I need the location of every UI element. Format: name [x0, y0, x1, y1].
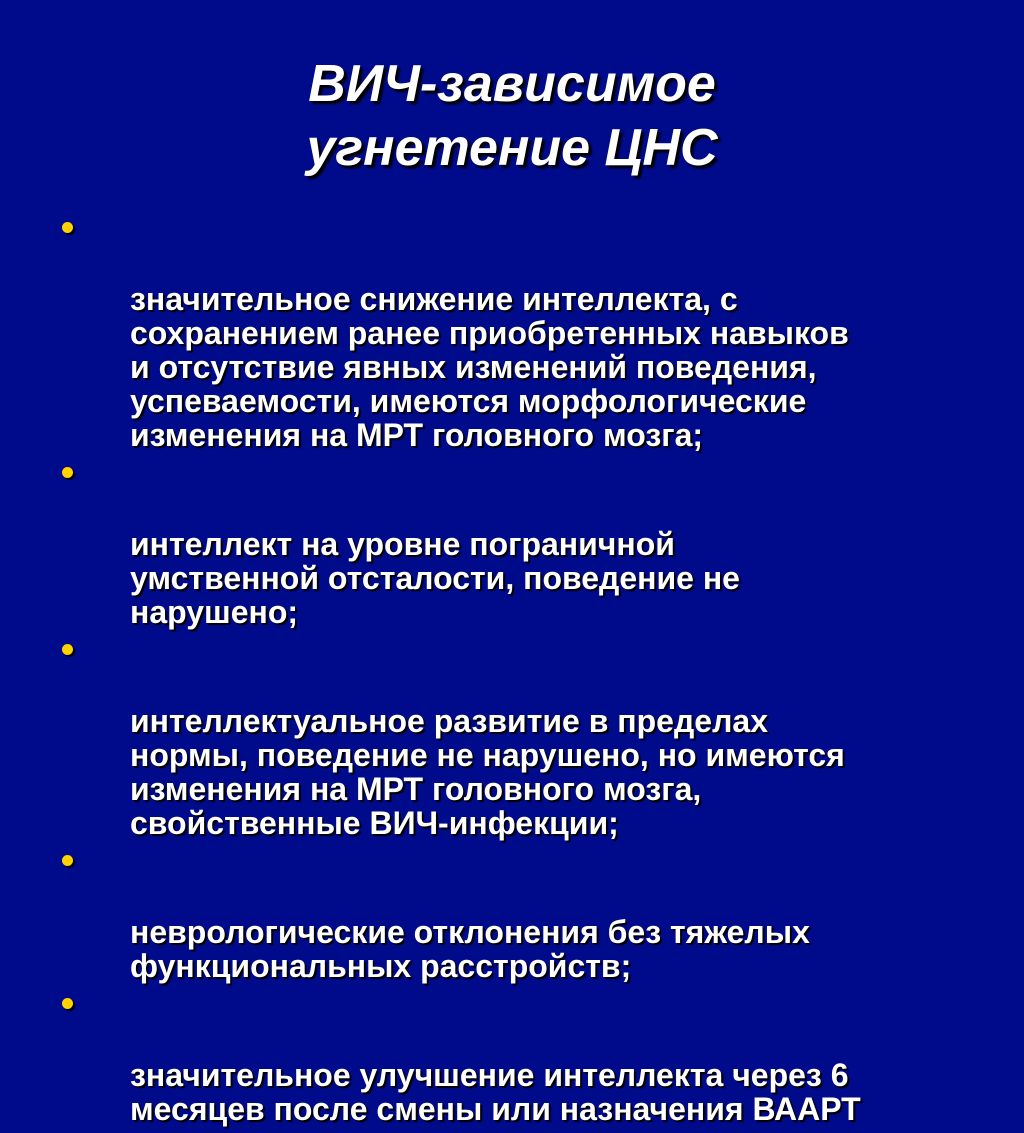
bullet-text-2: интеллект на уровне пограничной умственной отсталости, поведение не нарушено;	[130, 526, 740, 630]
slide-title	[0, 52, 1024, 180]
bullet-dot-icon	[62, 998, 73, 1009]
bullet-text-1: значительное снижение интеллекта, с сохранением ранее приобретенных навыков и отсутствие явных изменений поведения, успеваемости, имеются морфологические изменения на МРТ головного мозга;	[130, 281, 849, 453]
bullet-item-2	[62, 459, 1002, 629]
bullet-text-5: значительное улучшение интеллекта через 6 месяцев после смены или назначения ВААРТ	[130, 1057, 861, 1127]
bullet-item-4	[62, 847, 1002, 983]
bullet-text-4: неврологические отклонения без тяжелых функциональных расстройств;	[130, 914, 810, 984]
bullet-text-3: интеллектуальное развитие в пределах нормы, поведение не нарушено, но имеются изменения на МРТ головного мозга, свойственные ВИЧ-инфекции;	[130, 703, 845, 841]
bullet-dot-icon	[62, 467, 73, 478]
slide-title-line-2: угнетение ЦНС	[306, 119, 718, 177]
bullet-dot-icon	[62, 222, 73, 233]
bullet-dot-icon	[62, 855, 73, 866]
bullet-item-3	[62, 636, 1002, 840]
slide-title-line-1: ВИЧ-зависимое	[308, 55, 716, 113]
bullet-item-1	[62, 214, 1002, 452]
bullet-dot-icon	[62, 644, 73, 655]
bullet-item-5	[62, 990, 1002, 1126]
bullet-list	[62, 214, 1002, 1133]
